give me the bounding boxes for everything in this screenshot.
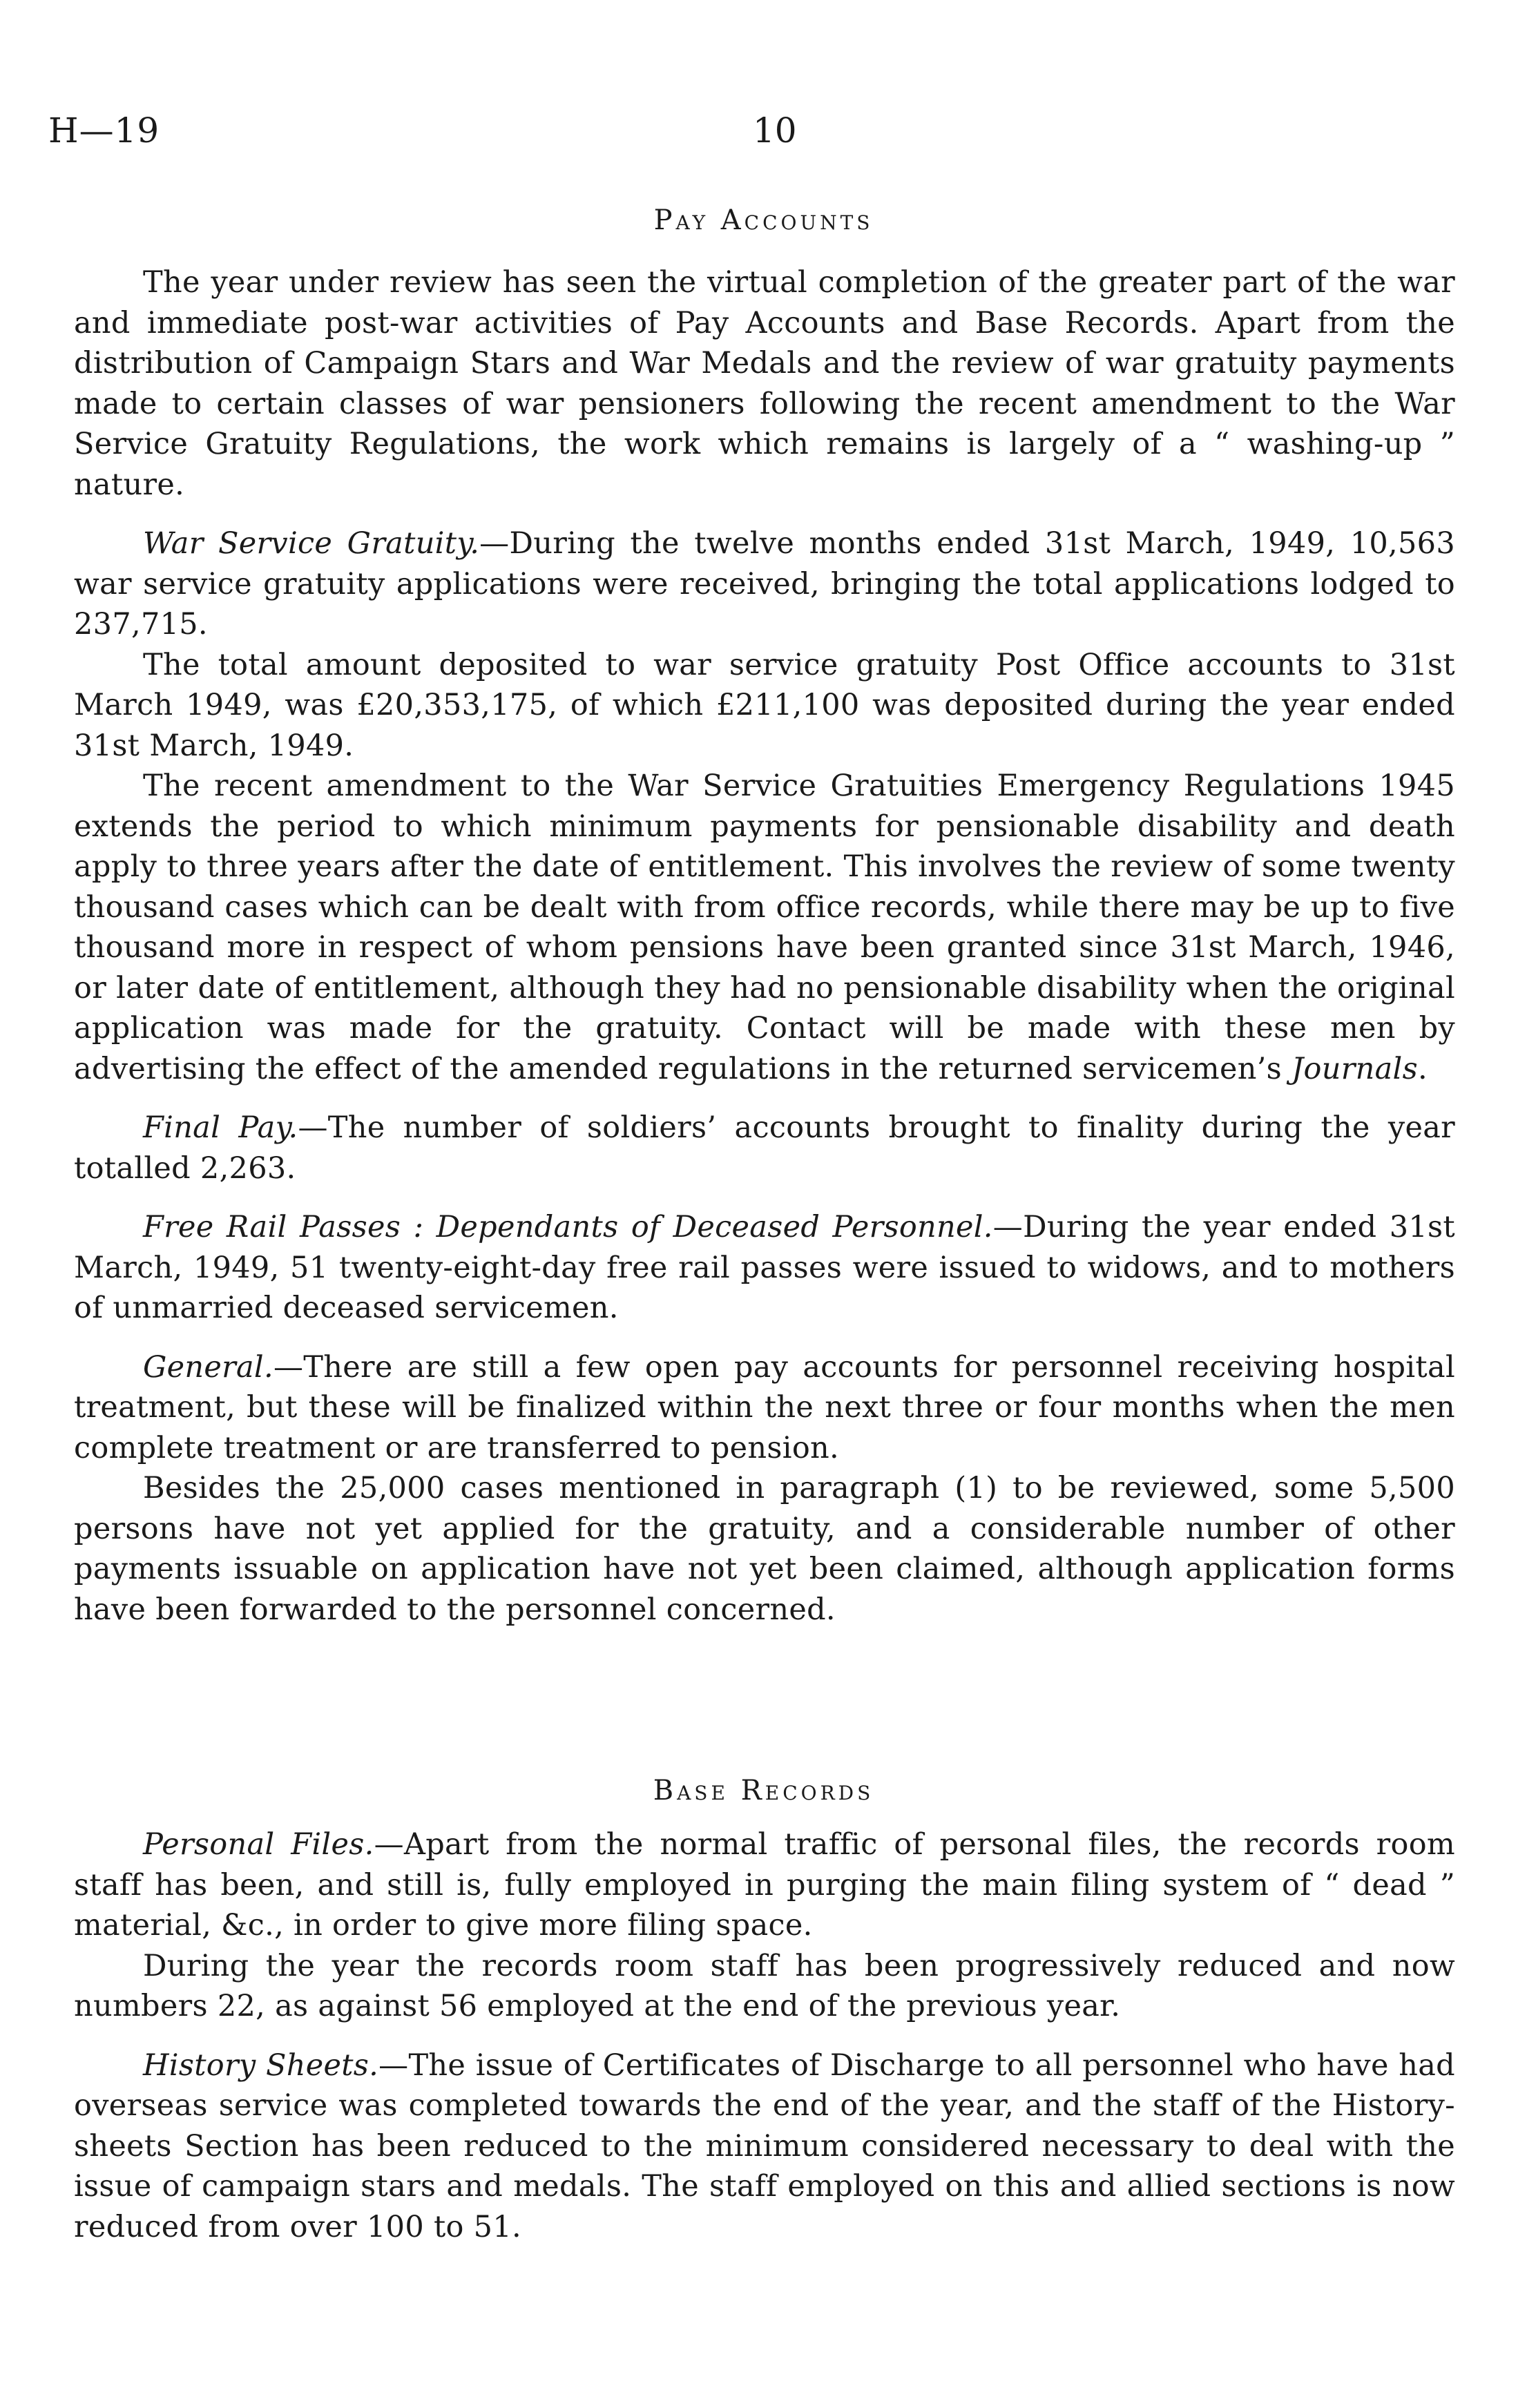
personal-files-text: —Apart from the normal traffic of personal files, the records room staff has been, and still is, fully employed in purging the main filing system of “ dead ” material, &c., in order to give more filing space. [74,1827,1455,1943]
amendment-end: . [1417,1051,1428,1086]
war-service-gratuity-paragraph [74,523,1455,645]
history-sheets-paragraph [74,2045,1455,2248]
records-room-paragraph: During the year the records room staff has been progressively reduced and now numbers 22, as against 56 employed at the end of the previous year. [74,1948,1455,2023]
page-number: 10 [753,110,797,151]
besides-paragraph: Besides the 25,000 cases mentioned in paragraph (1) to be reviewed, some 5,500 persons have not yet applied for the gratuity, and a considerable number of other payments issuable on application have not yet been claimed, although application forms have been forwarded to the personnel concerned. [74,1471,1455,1627]
war-service-gratuity-lead: War Service Gratuity. [143,526,480,561]
general-lead: General. [143,1349,273,1385]
section-heading-pay-accounts: Pay Accounts [653,204,874,236]
final-pay-lead: Final Pay. [143,1110,298,1145]
free-rail-lead: Free Rail Passes : Dependants of Deceased Personnel. [143,1210,993,1244]
general-text: —There are still a few open pay accounts for personnel receiving hospital treatment, but these will be finalized within the next three or four months when the men complete treatment or are transferred to pension. [74,1349,1455,1465]
post-office-paragraph: The total amount deposited to war service gratuity Post Office accounts to 31st March 1949, was £20,353,175, of which £211,100 was deposited during the year ended 31st March, 1949. [74,647,1455,763]
final-pay-text: —The number of soldiers’ accounts brought to finality during the year totalled 2,263. [74,1110,1455,1186]
free-rail-paragraph [74,1207,1455,1329]
final-pay-paragraph [74,1108,1455,1188]
general-paragraph [74,1347,1455,1469]
amendment-text: The recent amendment to the War Service Gratuities Emergency Regulations 1945 extends the period to which minimum payments for pensionable disability and death apply to three years after the date of entitlement. This involves the review of some twenty thousand cases which can be dealt with from office records, while there may be up to five thousand more in respect of whom pensions have been granted since 31st March, 1946, or later date of entitlement, although they had no pensionable disability when the original application was made for the gratuity. Contact will be made with these men by advertising the effect of the amended regulations in the returned servicemen’s [74,769,1455,1086]
free-rail-text: —During the year ended 31st March, 1949, 51 twenty-eight-day free rail passes were issued to widows, and to mothers of unmarried deceased servicemen. [74,1210,1455,1325]
history-sheets-text: —The issue of Certificates of Discharge to all personnel who have had overseas service was completed towards the end of the year, and the staff of the History-sheets Section has been reduced to the minimum considered necessary to deal with the issue of campaign stars and medals. The staff employed on this and allied sections is now reduced from over 100 to 51. [74,2048,1455,2244]
section-heading-base-records: Base Records [653,1775,874,1807]
history-sheets-lead: History Sheets. [143,2048,379,2083]
pay-accounts-intro-paragraph: The year under review has seen the virtual completion of the greater part of the war and immediate post-war activities of Pay Accounts and Base Records. Apart from the distribution of Campaign Stars and War Medals and the review of war gratuity payments made to certain classes of war pensioners following the recent amendment to the War Service Gratuity Regulations, the work which remains is largely of a “ washing-up ” nature. [74,265,1455,502]
personal-files-paragraph [74,1824,1455,1946]
base-records-body [74,1824,1455,2247]
document-code: H—19 [48,110,160,151]
journals-italic: Journals [1291,1051,1418,1086]
page-header [48,110,1471,166]
amendment-paragraph [74,766,1455,1089]
pay-accounts-body [74,262,1455,1630]
war-service-gratuity-text: —During the twelve months ended 31st March, 1949, 10,563 war service gratuity applications were received, bringing the total applications lodged to 237,715. [74,526,1455,642]
personal-files-lead: Personal Files. [143,1827,374,1862]
